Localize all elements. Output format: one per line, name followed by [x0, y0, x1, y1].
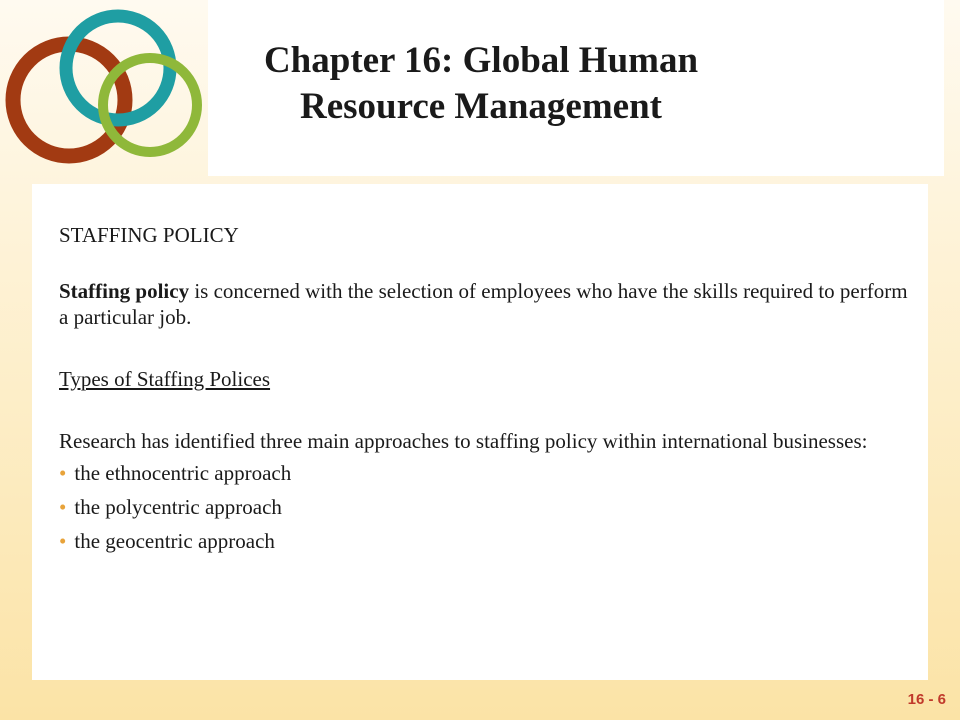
- bullet-icon: •: [59, 495, 67, 519]
- bullet-icon: •: [59, 529, 67, 553]
- types-subheading: Types of Staffing Polices: [59, 367, 271, 391]
- list-item-text: the geocentric approach: [74, 529, 275, 553]
- definition-text: is concerned with the selection of employees who have the skills required to perform a particular job.: [59, 279, 908, 329]
- bullet-icon: •: [59, 461, 67, 485]
- rings-logo-icon: [0, 0, 215, 175]
- page-number: 16 - 6: [907, 691, 946, 708]
- list-item: [59, 494, 919, 520]
- list-item-text: the ethnocentric approach: [74, 461, 292, 485]
- slide-body: [59, 222, 919, 562]
- definition-term: Staffing policy: [59, 279, 190, 303]
- list-item-text: the polycentric approach: [74, 495, 282, 519]
- list-item: [59, 528, 919, 554]
- intro-paragraph: Research has identified three main approaches to staffing policy within international businesses:: [59, 429, 868, 453]
- section-heading: STAFFING POLICY: [59, 223, 239, 247]
- definition-paragraph: [59, 278, 919, 330]
- list-item: [59, 460, 919, 486]
- approaches-list: [59, 460, 919, 554]
- slide-title: Chapter 16: Global Human Resource Management: [263, 40, 699, 127]
